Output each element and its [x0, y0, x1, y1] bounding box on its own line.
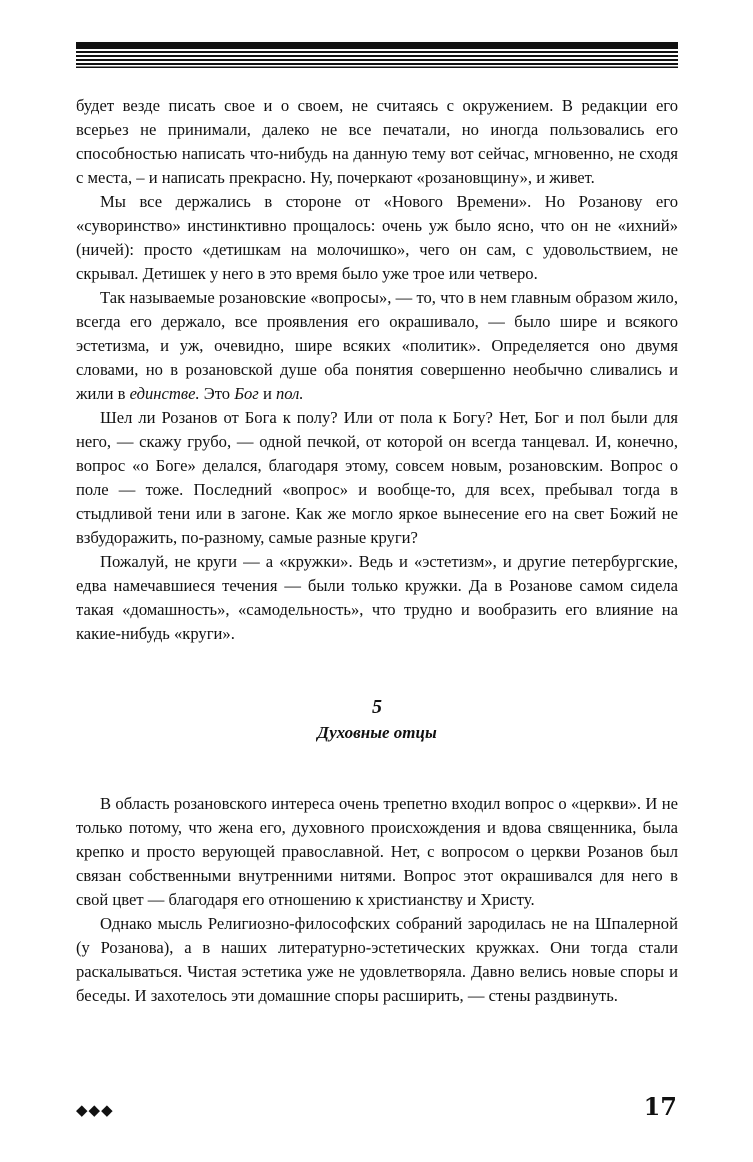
footer-ornament: ◆◆◆ — [76, 1103, 114, 1119]
header-rule — [76, 42, 678, 68]
paragraph-3-tail-1: Это — [203, 384, 231, 403]
paragraph-1: будет везде писать свое и о своем, не считаясь с окружением. В редакции его всерьез не принимали, далеко не все печатали, но иногда пользовались его способностью написать что-нибудь на данную тему вот сейчас, мгновенно, не сходя с места, – и написать прекрасно. Ну, почеркают «розановщину», и живет. — [76, 96, 678, 187]
paragraph-3 — [76, 286, 678, 406]
italic-word-sex: пол. — [275, 384, 304, 403]
page-body — [76, 94, 678, 1008]
paragraph-4: Шел ли Розанов от Бога к полу? Или от пола к Богу? Нет, Бог и пол были для него, — скажу грубо, — одной печкой, от которой он всегда танцевал. И, конечно, вопрос «о Боге» делался, благодаря этому, совсем новым, розановским. Вопрос о поле — тоже. Последний «вопрос» и вообще-то, для всех, пребывал тогда в стыдливой тени или в загоне. Как же могло яркое вынесение его на свет Божий не взбудоражить, по-разному, самые разные круги? — [76, 408, 678, 547]
paragraph-6: В область розановского интереса очень трепетно входил вопрос о «церкви». И не только потому, что жена его, духовного происхождения и вдова священника, была крепко и просто верующей православной. Нет, с вопросом о церкви Розанов был связан собственными внутренними нитями. Вопрос этот окрашивался для него в свой цвет — благодаря его отношению к христианству и Христу. — [76, 794, 678, 909]
chapter-title: Духовные отцы — [317, 723, 437, 742]
paragraph-5: Пожалуй, не круги — а «кружки». Ведь и «эстетизм», и другие петербургские, едва намечавшиеся течения — были только кружки. Да в Розанове самом сидела такая «домашность», «самодельность», что трудно и вообразить его влияние на какие-нибудь «круги». — [76, 552, 678, 643]
paragraph-3-tail-2: и — [262, 384, 272, 403]
paragraph-3-text: Так называемые розановские «вопросы», — то, что в нем главным образом жило, всегда его держало, все проявления его окрашивало, — было шире и всякого эстетизма, и уж, очевидно, шире всяких «политик». Определяется оно двумя словами, но в розановской душе оба понятия совершенно необычно сливались и жили в — [76, 288, 678, 403]
chapter-number: 5 — [372, 696, 382, 718]
italic-word-unity: единстве. — [129, 384, 200, 403]
paragraph-2: Мы все держались в стороне от «Нового Времени». Но Розанову его «суворинство» инстинктивно прощалось: очень уж было ясно, что он не «ихний» (ничей): просто «детишкам на молочишко», чего он сам, с удовольствием, не скрывал. Детишек у него в это время было уже трое или четверо. — [76, 192, 678, 283]
paragraph-7: Однако мысль Религиозно-философских собраний зародилась не на Шпалерной (у Розанова), а в наших литературно-эстетических кружках. Они тогда стали раскалываться. Чистая эстетика уже не удовлетворяла. Давно велись новые споры и беседы. И захотелось эти домашние споры расширить, — стены раздвинуть. — [76, 914, 678, 1005]
page-number: 17 — [643, 1092, 677, 1121]
italic-word-god: Бог — [234, 384, 259, 403]
chapter-heading — [76, 694, 678, 746]
